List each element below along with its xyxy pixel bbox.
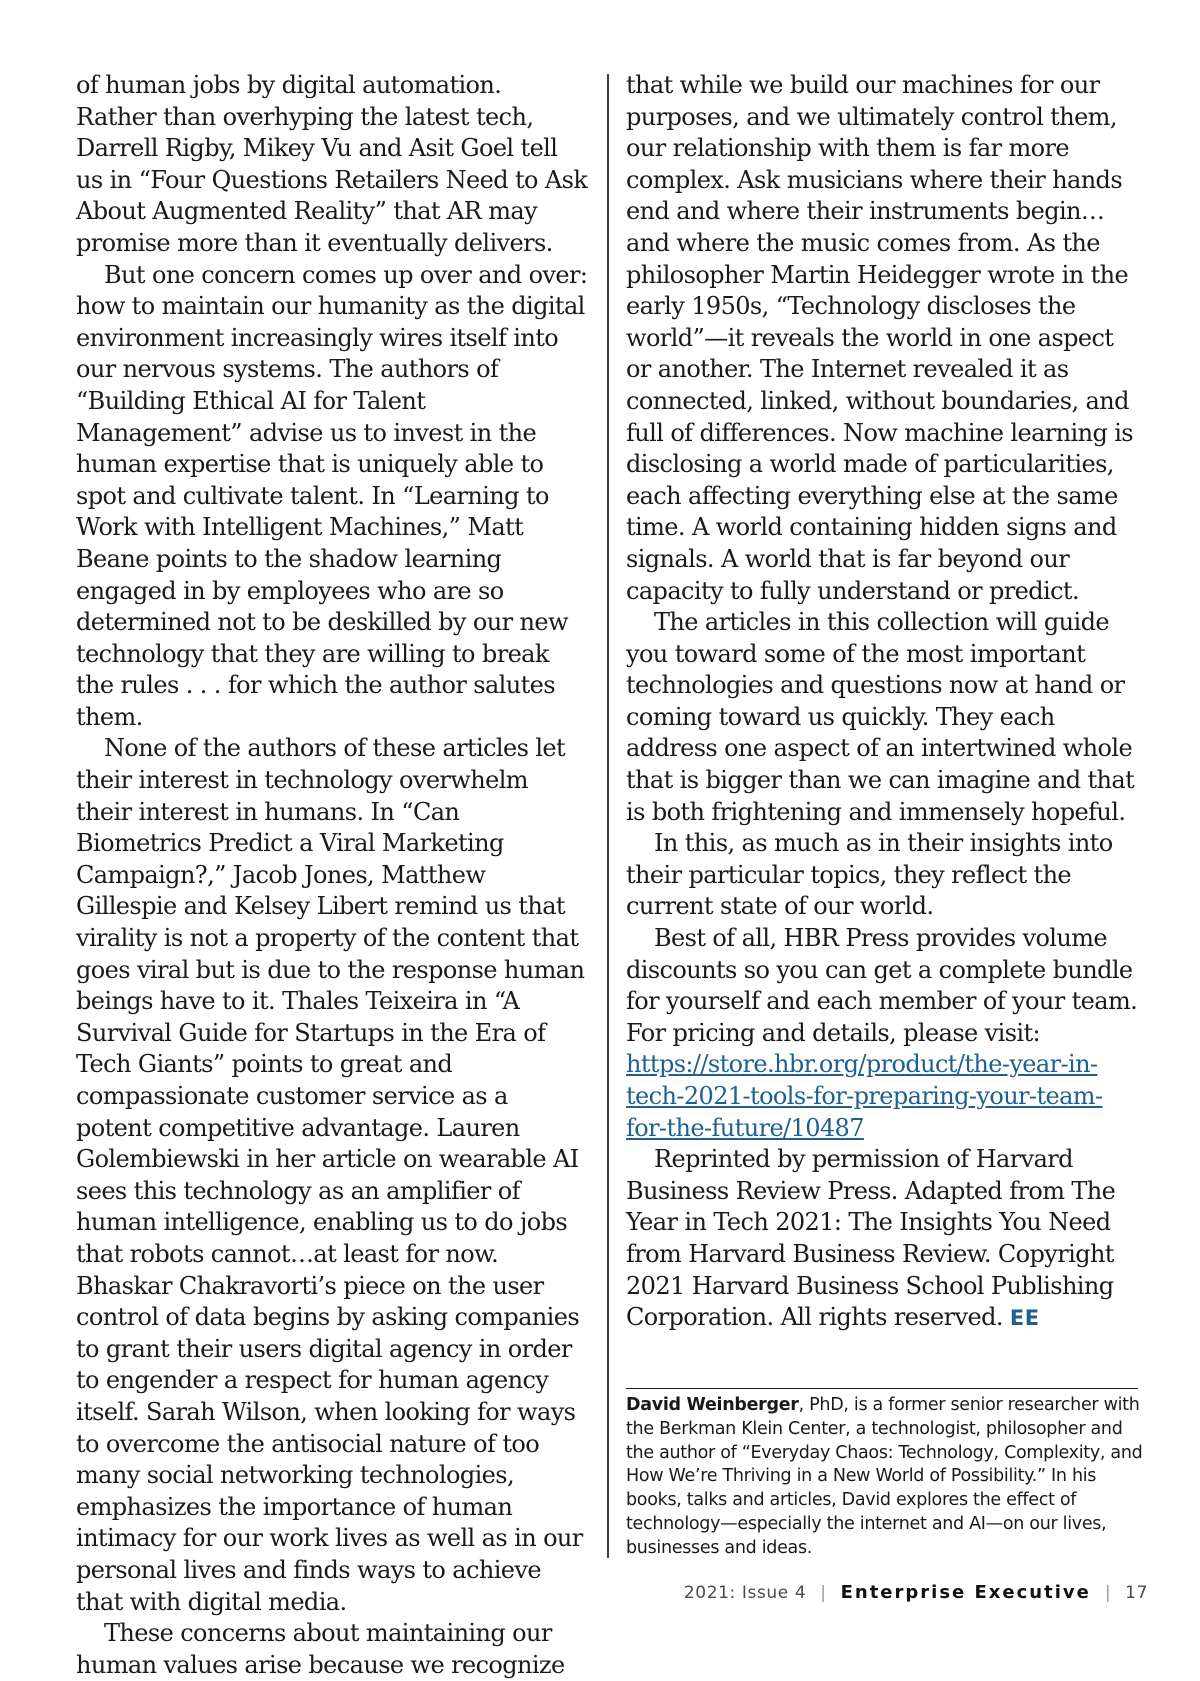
paragraph: None of the authors of these articles let their interest in technology overwhelm their interest in humans. In “Can Biometrics Predict a Viral Marketing Campaign?,” Jacob Jones, Matthew Gillespie and Kelsey Libert remind us that virality is not a property of the content that goes viral but is due to the response human beings have to it. Thales Teixeira in “A Survival Guide for Startups in the Era of Tech Giants” points to great and compassionate customer service as a potent competitive advantage. Lauren Golembiewski in her article on wearable AI sees this technology as an amplifier of human intelligence, enabling us to do jobs that robots cannot…at least for now. Bhaskar Chakravorti’s piece on the user control of data begins by asking companies to grant their users digital agency in order to engender a respect for human agency itself. Sarah Wilson, when looking for ways to overcome the antisocial nature of too many social networking technologies, emphasizes the importance of human intimacy for our work lives as well as in our personal lives and finds ways to achieve that with digital media. [76,734,585,1616]
footer-separator: | [820,1583,827,1603]
paragraph: These concerns about maintaining our human values arise because we recognize [76,1619,565,1679]
paragraph: of human jobs by digital automation. Rather than overhyping the latest tech, Darrell Rigby, Mikey Vu and Asit Goel tell us in “Four Questions Retailers Need to Ask About Augmented Reality” that AR may promise more than it eventually delivers. [76,71,588,257]
footer-separator: | [1104,1583,1112,1603]
magazine-title: Enterprise Executive [840,1582,1091,1603]
paragraph: In this, as much as in their insights into their particular topics, they reflect the current state of our world. [626,829,1113,921]
bio-divider [626,1388,1138,1389]
paragraph: But one concern comes up over and over: how to maintain our humanity as the digital environment increasingly wires itself into our nervous systems. The authors of “Building Ethical AI for Talent Management” advise us to invest in the human expertise that is uniquely able to spot and cultivate talent. In “Learning to Work with Intelligent Machines,” Matt Beane points to the shadow learning engaged in by employees who are so determined not to be deskilled by our new technology that they are willing to break the rules . . . for which the author salutes them. [76,260,588,731]
page-footer [684,1582,1148,1603]
column-divider [607,74,609,1558]
paragraph: that while we build our machines for our purposes, and we ultimately control them, our relationship with them is far more complex. Ask musicians where their hands end and where their instruments begin… and where the music comes from. As the philosopher Martin Heidegger wrote in the early 1950s, “Technology discloses the world”—it reveals the world in one aspect or another. The Internet revealed it as connected, linked, without boundaries, and full of differences. Now machine learning is disclosing a world made of particularities, each affecting everything else at the same time. A world containing hidden signs and signals. A world that is far beyond our capacity to fully understand or predict. [626,71,1134,605]
left-column [76,70,588,1681]
paragraph: The articles in this collection will guide you toward some of the most important technologies and questions now at hand or coming toward us quickly. They each address one aspect of an intertwined whole that is bigger than we can imagine and that is both frightening and immensely hopeful. [626,608,1135,826]
page-number: 17 [1125,1583,1148,1603]
right-column [626,70,1142,1335]
author-name: David Weinberger [626,1395,799,1415]
end-mark-logo: EE [1009,1306,1040,1331]
pricing-link[interactable]: https://store.hbr.org/product/the-year-in-tech-2021-tools-for-preparing-your-team-for-the-future/10487 [626,1050,1103,1142]
author-bio-text: , PhD, is a former senior researcher with the Berkman Klein Center, a technologist, philosopher and the author of “Everyday Chaos: Technology, Complexity, and How We’re Thriving in a New World of Possibility.” In his books, talks and articles, David explores the effect of technology—especially the internet and AI—on our lives, businesses and ideas. [626,1395,1143,1558]
reprint-text: Reprinted by permission of Harvard Business Review Press. Adapted from The Year in Tech 2021: The Insights You Need from Harvard Business Review. Copyright 2021 Harvard Business School Publishing Corporation. All rights reserved. [626,1145,1116,1332]
pricing-text: Best of all, HBR Press provides volume discounts so you can get a complete bundle for yourself and each member of your team. For pricing and details, please visit: [626,924,1138,1047]
reprint-paragraph [626,1144,1142,1335]
author-bio [626,1394,1146,1561]
issue-label: 2021: Issue 4 [683,1583,807,1603]
pricing-paragraph [626,923,1142,1144]
